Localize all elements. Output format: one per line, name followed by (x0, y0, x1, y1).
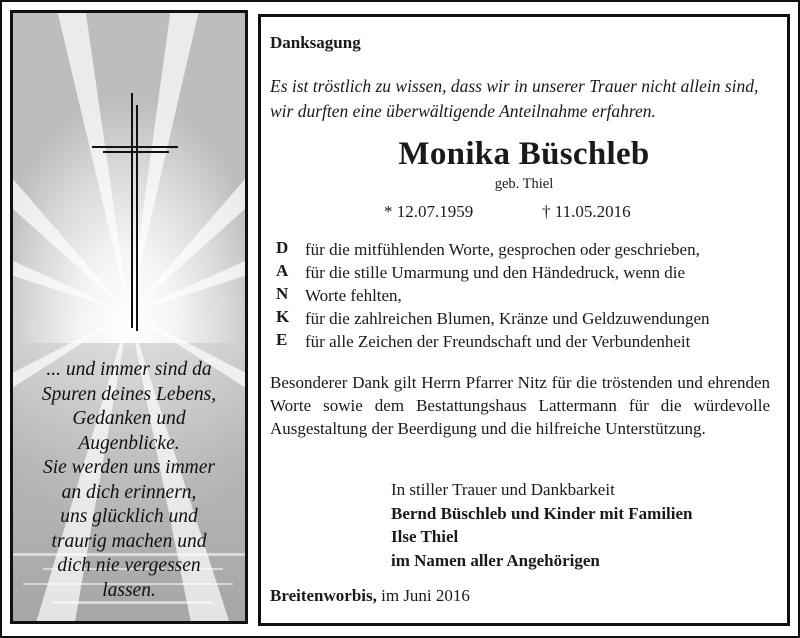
date: im Juni 2016 (381, 586, 470, 605)
special-thanks: Besonderer Dank gilt Herrn Pfarrer Nitz für die tröstenden und ehrenden Worte sowie dem Bestattungshaus Lattermann für die würdevolle Ausgestaltung der Beerdigung und die hilfreiche Unterstützung. (270, 373, 770, 438)
poem-line: uns glücklich und (60, 506, 198, 527)
danke-line: für die mitfühlenden Worte, gesprochen oder geschrieben, (305, 240, 700, 259)
danke-line: Worte fehlten, (305, 286, 402, 305)
danke-list (305, 238, 785, 353)
danke-letter: E (276, 330, 288, 349)
danke-letter: N (276, 284, 289, 303)
poem-line: dich nie vergessen (57, 555, 201, 576)
poem-line: Spuren deines Lebens, (41, 383, 217, 405)
danke-line: für die stille Umarmung und den Händedruck, wenn die (305, 263, 686, 282)
memorial-poem (19, 358, 239, 603)
signer: im Namen aller Angehörigen (391, 550, 600, 570)
intro-text: Es ist tröstlich zu wissen, dass wir in unserer Trauer nicht allein sind, wir durften eine überwältigende Anteilnahme erfahren. (270, 76, 759, 121)
danke-letter: K (276, 307, 290, 326)
closing-intro: In stiller Trauer und Dankbarkeit (391, 480, 615, 499)
birth-date: * 12.07.1959 (384, 202, 474, 221)
danke-acrostic (276, 236, 296, 351)
danke-line: für alle Zeichen der Freundschaft und der Verbundenheit (305, 332, 691, 351)
place-date (270, 586, 470, 606)
poem-line: ... und immer sind da (46, 359, 212, 380)
poem-line: Sie werden uns immer (42, 457, 216, 478)
poem-line: lassen. (102, 579, 156, 601)
poem-line: traurig machen und (51, 530, 207, 552)
notice-heading: Danksagung (270, 33, 361, 52)
place: Breitenworbis, (270, 586, 377, 605)
deceased-name: Monika Büschleb (398, 136, 650, 172)
danke-letter: A (276, 261, 289, 280)
poem-line: Augenblicke. (78, 432, 180, 454)
birth-name: geb. Thiel (494, 176, 554, 192)
danke-letter: D (276, 238, 289, 257)
signer: Ilse Thiel (391, 527, 459, 546)
closing-block (391, 478, 692, 572)
image-panel (10, 10, 248, 624)
poem-line: Gedanken und (72, 408, 186, 429)
danke-line: für die zahlreichen Blumen, Kränze und Geldzuwendungen (305, 309, 710, 328)
poem-line: an dich erinnern, (61, 481, 197, 503)
signer: Bernd Büschleb und Kinder mit Familien (391, 503, 693, 523)
death-date: † 11.05.2016 (542, 202, 631, 221)
